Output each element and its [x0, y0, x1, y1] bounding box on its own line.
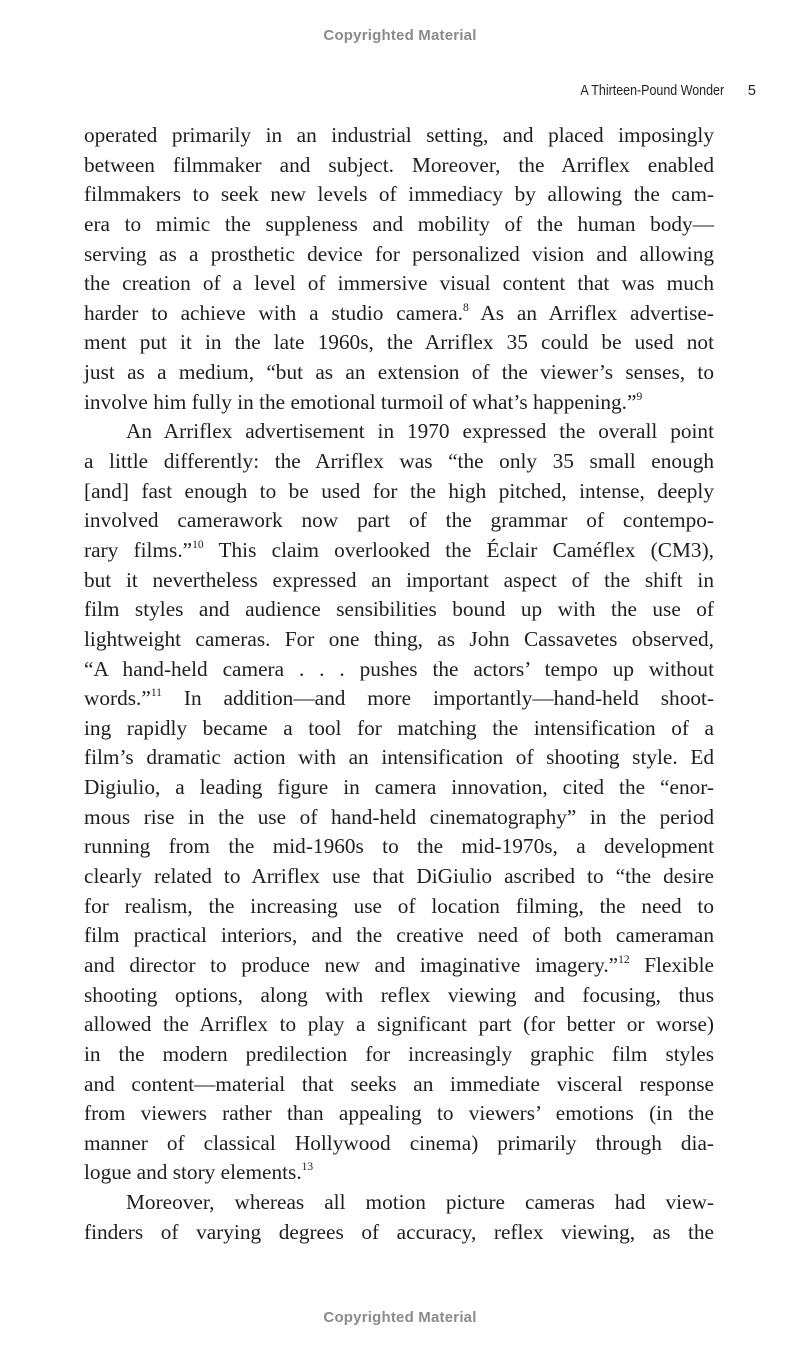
line-text: in the modern predilection for increasingly graphic film styles — [84, 1041, 714, 1066]
line-text: from viewers rather than appealing to viewers’ emotions (in the — [84, 1101, 714, 1126]
line-text: serving as a prosthetic device for personalized vision and allowing — [84, 241, 714, 266]
line-text: “A hand-held camera . . . pushes the actors’ tempo up without — [84, 656, 714, 681]
line-text: words.” — [84, 686, 151, 711]
text-line — [84, 684, 714, 714]
text-line — [84, 714, 714, 744]
line-text: harder to achieve with a studio camera. — [84, 300, 464, 325]
line-text-continued: Flexible — [629, 952, 714, 977]
footnote-marker: 13 — [301, 1161, 314, 1174]
text-line — [84, 210, 714, 240]
text-line — [84, 388, 714, 418]
text-line — [84, 655, 714, 685]
text-line — [84, 536, 714, 566]
line-text: between filmmaker and subject. Moreover, the Arriflex enabled — [84, 152, 714, 177]
line-text: film practical interiors, and the creative need of both cameraman — [84, 923, 714, 948]
line-text: for realism, the increasing use of location filming, the need to — [84, 893, 714, 918]
line-text: allowed the Arriflex to play a significant part (for better or worse) — [84, 1012, 714, 1037]
footnote-marker: 10 — [192, 538, 204, 551]
page-number: 5 — [747, 83, 756, 99]
line-text: film styles and audience sensibilities bound up with the use of — [84, 597, 714, 622]
copyright-watermark-bottom: Copyrighted Material — [323, 1309, 477, 1326]
running-head — [557, 83, 756, 99]
text-line — [84, 269, 714, 299]
text-line — [84, 1010, 714, 1040]
line-text: rary films.” — [84, 537, 193, 562]
line-text: clearly related to Arriflex use that DiGiulio ascribed to “the desire — [84, 864, 714, 889]
text-line — [84, 1099, 714, 1129]
text-line — [84, 625, 714, 655]
line-text-continued: In addition—and more importantly—hand-held shoot- — [161, 686, 714, 711]
text-line — [84, 981, 714, 1011]
text-line — [84, 417, 714, 447]
line-text: lightweight cameras. For one thing, as John Cassavetes observed, — [84, 626, 714, 651]
line-text: a little differently: the Arriflex was “the only 35 small enough — [84, 449, 714, 474]
text-line — [84, 773, 714, 803]
body-text — [84, 121, 714, 1247]
line-text-continued: This claim overlooked the Éclair Caméflex (CM3), — [203, 537, 714, 562]
line-text: but it nevertheless expressed an important aspect of the shift in — [84, 567, 714, 592]
line-text: shooting options, along with reflex viewing and focusing, thus — [84, 982, 714, 1007]
text-line — [84, 447, 714, 477]
footnote-marker: 12 — [618, 953, 630, 966]
footnote-marker: 11 — [150, 687, 162, 700]
line-text: involve him fully in the emotional turmoil of what’s happening.” — [84, 389, 637, 414]
text-line — [84, 1040, 714, 1070]
line-text: Digiulio, a leading figure in camera innovation, cited the “enor- — [84, 775, 714, 800]
running-head-title: A Thirteen-Pound Wonder — [580, 83, 724, 99]
line-text: film’s dramatic action with an intensification of shooting style. Ed — [84, 745, 714, 770]
text-line — [84, 121, 714, 151]
line-text: finders of varying degrees of accuracy, reflex viewing, as the — [84, 1219, 714, 1244]
text-line — [84, 151, 714, 181]
text-line — [84, 1158, 714, 1188]
line-text: and content—material that seeks an immediate visceral response — [84, 1071, 714, 1096]
footnote-marker: 8 — [463, 301, 469, 314]
text-line — [84, 832, 714, 862]
text-line — [84, 862, 714, 892]
line-text: filmmakers to seek new levels of immediacy by allowing the cam- — [84, 182, 714, 207]
text-line — [84, 1070, 714, 1100]
text-line — [84, 892, 714, 922]
line-text: operated primarily in an industrial setting, and placed imposingly — [84, 123, 714, 147]
text-line — [84, 240, 714, 270]
footnote-marker: 9 — [636, 390, 643, 403]
text-line — [84, 743, 714, 773]
line-text: Moreover, whereas all motion picture cameras had view- — [126, 1190, 714, 1215]
line-text: An Arriflex advertisement in 1970 expressed the overall point — [126, 419, 714, 444]
text-line — [84, 1188, 714, 1218]
line-text: logue and story elements. — [84, 1160, 302, 1185]
copyright-watermark-top: Copyrighted Material — [323, 27, 477, 44]
line-text: mous rise in the use of hand-held cinematography” in the period — [84, 804, 714, 829]
line-text: ment put it in the late 1960s, the Arriflex 35 could be used not — [84, 330, 714, 355]
text-line — [84, 1218, 714, 1248]
line-text: and director to produce new and imaginative imagery.” — [84, 952, 619, 977]
text-line — [84, 951, 714, 981]
text-line — [84, 1129, 714, 1159]
text-line — [84, 803, 714, 833]
line-text-continued: As an Arriflex advertise- — [468, 300, 714, 325]
line-text: era to mimic the suppleness and mobility of the human body— — [84, 211, 714, 236]
text-line — [84, 358, 714, 388]
text-line — [84, 477, 714, 507]
text-line — [84, 566, 714, 596]
line-text: the creation of a level of immersive visual content that was much — [84, 271, 714, 296]
line-text: [and] fast enough to be used for the high pitched, intense, deeply — [84, 478, 714, 503]
line-text: ing rapidly became a tool for matching the intensification of a — [84, 715, 714, 740]
text-line — [84, 595, 714, 625]
line-text: just as a medium, “but as an extension of the viewer’s senses, to — [84, 360, 714, 385]
text-line — [84, 180, 714, 210]
text-line — [84, 921, 714, 951]
line-text: running from the mid-1960s to the mid-1970s, a development — [84, 834, 714, 859]
line-text: manner of classical Hollywood cinema) primarily through dia- — [84, 1130, 714, 1155]
text-line — [84, 299, 714, 329]
text-line — [84, 506, 714, 536]
text-line — [84, 328, 714, 358]
line-text: involved camerawork now part of the grammar of contempo- — [84, 508, 714, 533]
